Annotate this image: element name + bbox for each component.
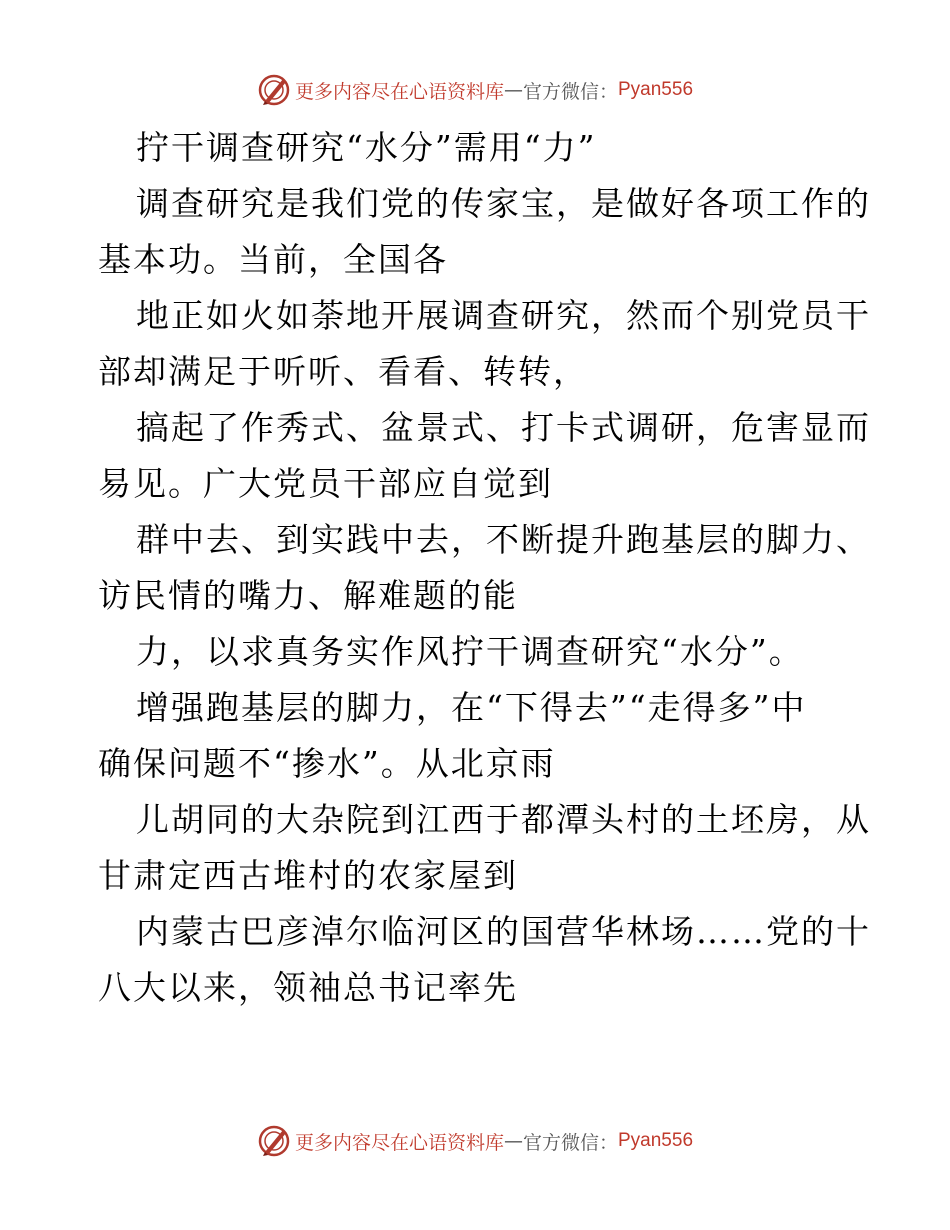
paragraph-line: 力，以求真务实作风拧干调查研究“水分”。 xyxy=(136,632,804,671)
paragraph-line: 搞起了作秀式、盆景式、打卡式调研，危害显而 xyxy=(136,408,871,447)
paragraph-line: 调查研究是我们党的传家宝，是做好各项工作的 xyxy=(136,184,871,223)
paragraph-line: 地正如火如荼地开展调查研究，然而个别党员干 xyxy=(136,296,871,335)
pen-logo-icon xyxy=(257,73,291,107)
banner-dash: — xyxy=(503,79,523,101)
footer-banner xyxy=(0,1121,950,1161)
paragraph-line: 增强跑基层的脚力，在“下得去”“走得多”中 xyxy=(136,688,807,727)
banner-wechat-handle: Pyan556 xyxy=(618,79,694,100)
paragraph-line: 群中去、到实践中去，不断提升跑基层的脚力、 xyxy=(136,520,871,559)
paragraph-line: 部却满足于听听、看看、转转， xyxy=(98,352,588,391)
paragraph-line: 甘肃定西古堆村的农家屋到 xyxy=(98,856,518,895)
header-banner xyxy=(0,70,950,110)
paragraph-line: 内蒙古巴彦淖尔临河区的国营华林场……党的十 xyxy=(136,912,871,951)
paragraph-line: 访民情的嘴力、解难题的能 xyxy=(98,576,518,615)
paragraph-line: 基本功。当前，全国各 xyxy=(98,240,448,279)
banner-site-text: 更多内容尽在心语资料库 xyxy=(294,1131,504,1154)
pen-logo-icon xyxy=(257,1124,291,1158)
document-body xyxy=(98,120,871,1016)
banner-dash: — xyxy=(503,1130,523,1152)
banner-wechat-label: 官方微信： xyxy=(522,1131,618,1154)
paragraph-line: 易见。广大党员干部应自觉到 xyxy=(98,464,553,503)
banner-site-text: 更多内容尽在心语资料库 xyxy=(294,80,504,103)
paragraph-line: 八大以来，领袖总书记率先 xyxy=(98,968,518,1007)
banner-wechat-label: 官方微信： xyxy=(522,80,618,103)
banner-wechat-handle: Pyan556 xyxy=(618,1130,694,1151)
paragraph-line: 儿胡同的大杂院到江西于都潭头村的土坯房，从 xyxy=(136,800,871,839)
document-title: 拧干调查研究“水分”需用“力” xyxy=(136,128,597,167)
paragraph-line: 确保问题不“掺水”。从北京雨 xyxy=(98,744,556,783)
